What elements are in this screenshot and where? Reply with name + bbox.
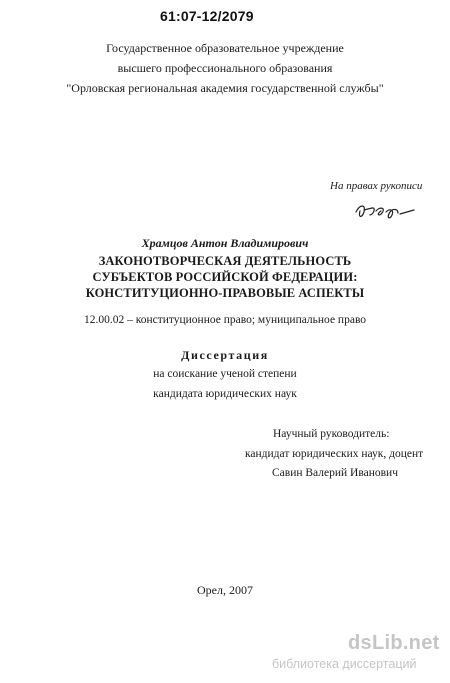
institution-line-1: Государственное образовательное учреждение xyxy=(106,41,344,55)
title-line-1: ЗАКОНОТВОРЧЕСКАЯ ДЕЯТЕЛЬНОСТЬ xyxy=(98,254,352,268)
dissertation-title xyxy=(0,253,450,301)
advisor-label: Научный руководитель: xyxy=(273,428,390,440)
handwritten-signature xyxy=(352,198,422,224)
dissertation-type: Диссертация xyxy=(181,348,269,362)
institution-line-2: высшего профессионального образования xyxy=(117,61,333,75)
watermark-subtitle: библиотека диссертаций xyxy=(272,657,417,671)
author-name: Храмцов Антон Владимирович xyxy=(141,236,309,250)
advisor-title: кандидат юридических наук, доцент xyxy=(245,448,424,460)
catalog-code: 61:07-12/2079 xyxy=(160,8,254,24)
advisor-name: Савин Валерий Иванович xyxy=(272,467,399,479)
title-line-3: КОНСТИТУЦИОННО-ПРАВОВЫЕ АСПЕКТЫ xyxy=(85,286,365,300)
degree-block xyxy=(0,364,450,404)
manuscript-note: На правах рукописи xyxy=(330,180,423,192)
degree-line-1: на соискание ученой степени xyxy=(153,368,297,380)
institution-line-3: "Орловская региональная академия государственной службы" xyxy=(66,81,384,95)
title-line-2: СУБЪЕКТОВ РОССИЙСКОЙ ФЕДЕРАЦИИ: xyxy=(92,270,358,284)
specialty-code: 12.00.02 – конституционное право; муниципальное право xyxy=(83,314,367,326)
watermark-logo: dsLib.net xyxy=(348,632,440,654)
place-year: Орел, 2007 xyxy=(197,583,253,597)
institution-block xyxy=(0,38,450,98)
degree-line-2: кандидата юридических наук xyxy=(153,388,297,400)
